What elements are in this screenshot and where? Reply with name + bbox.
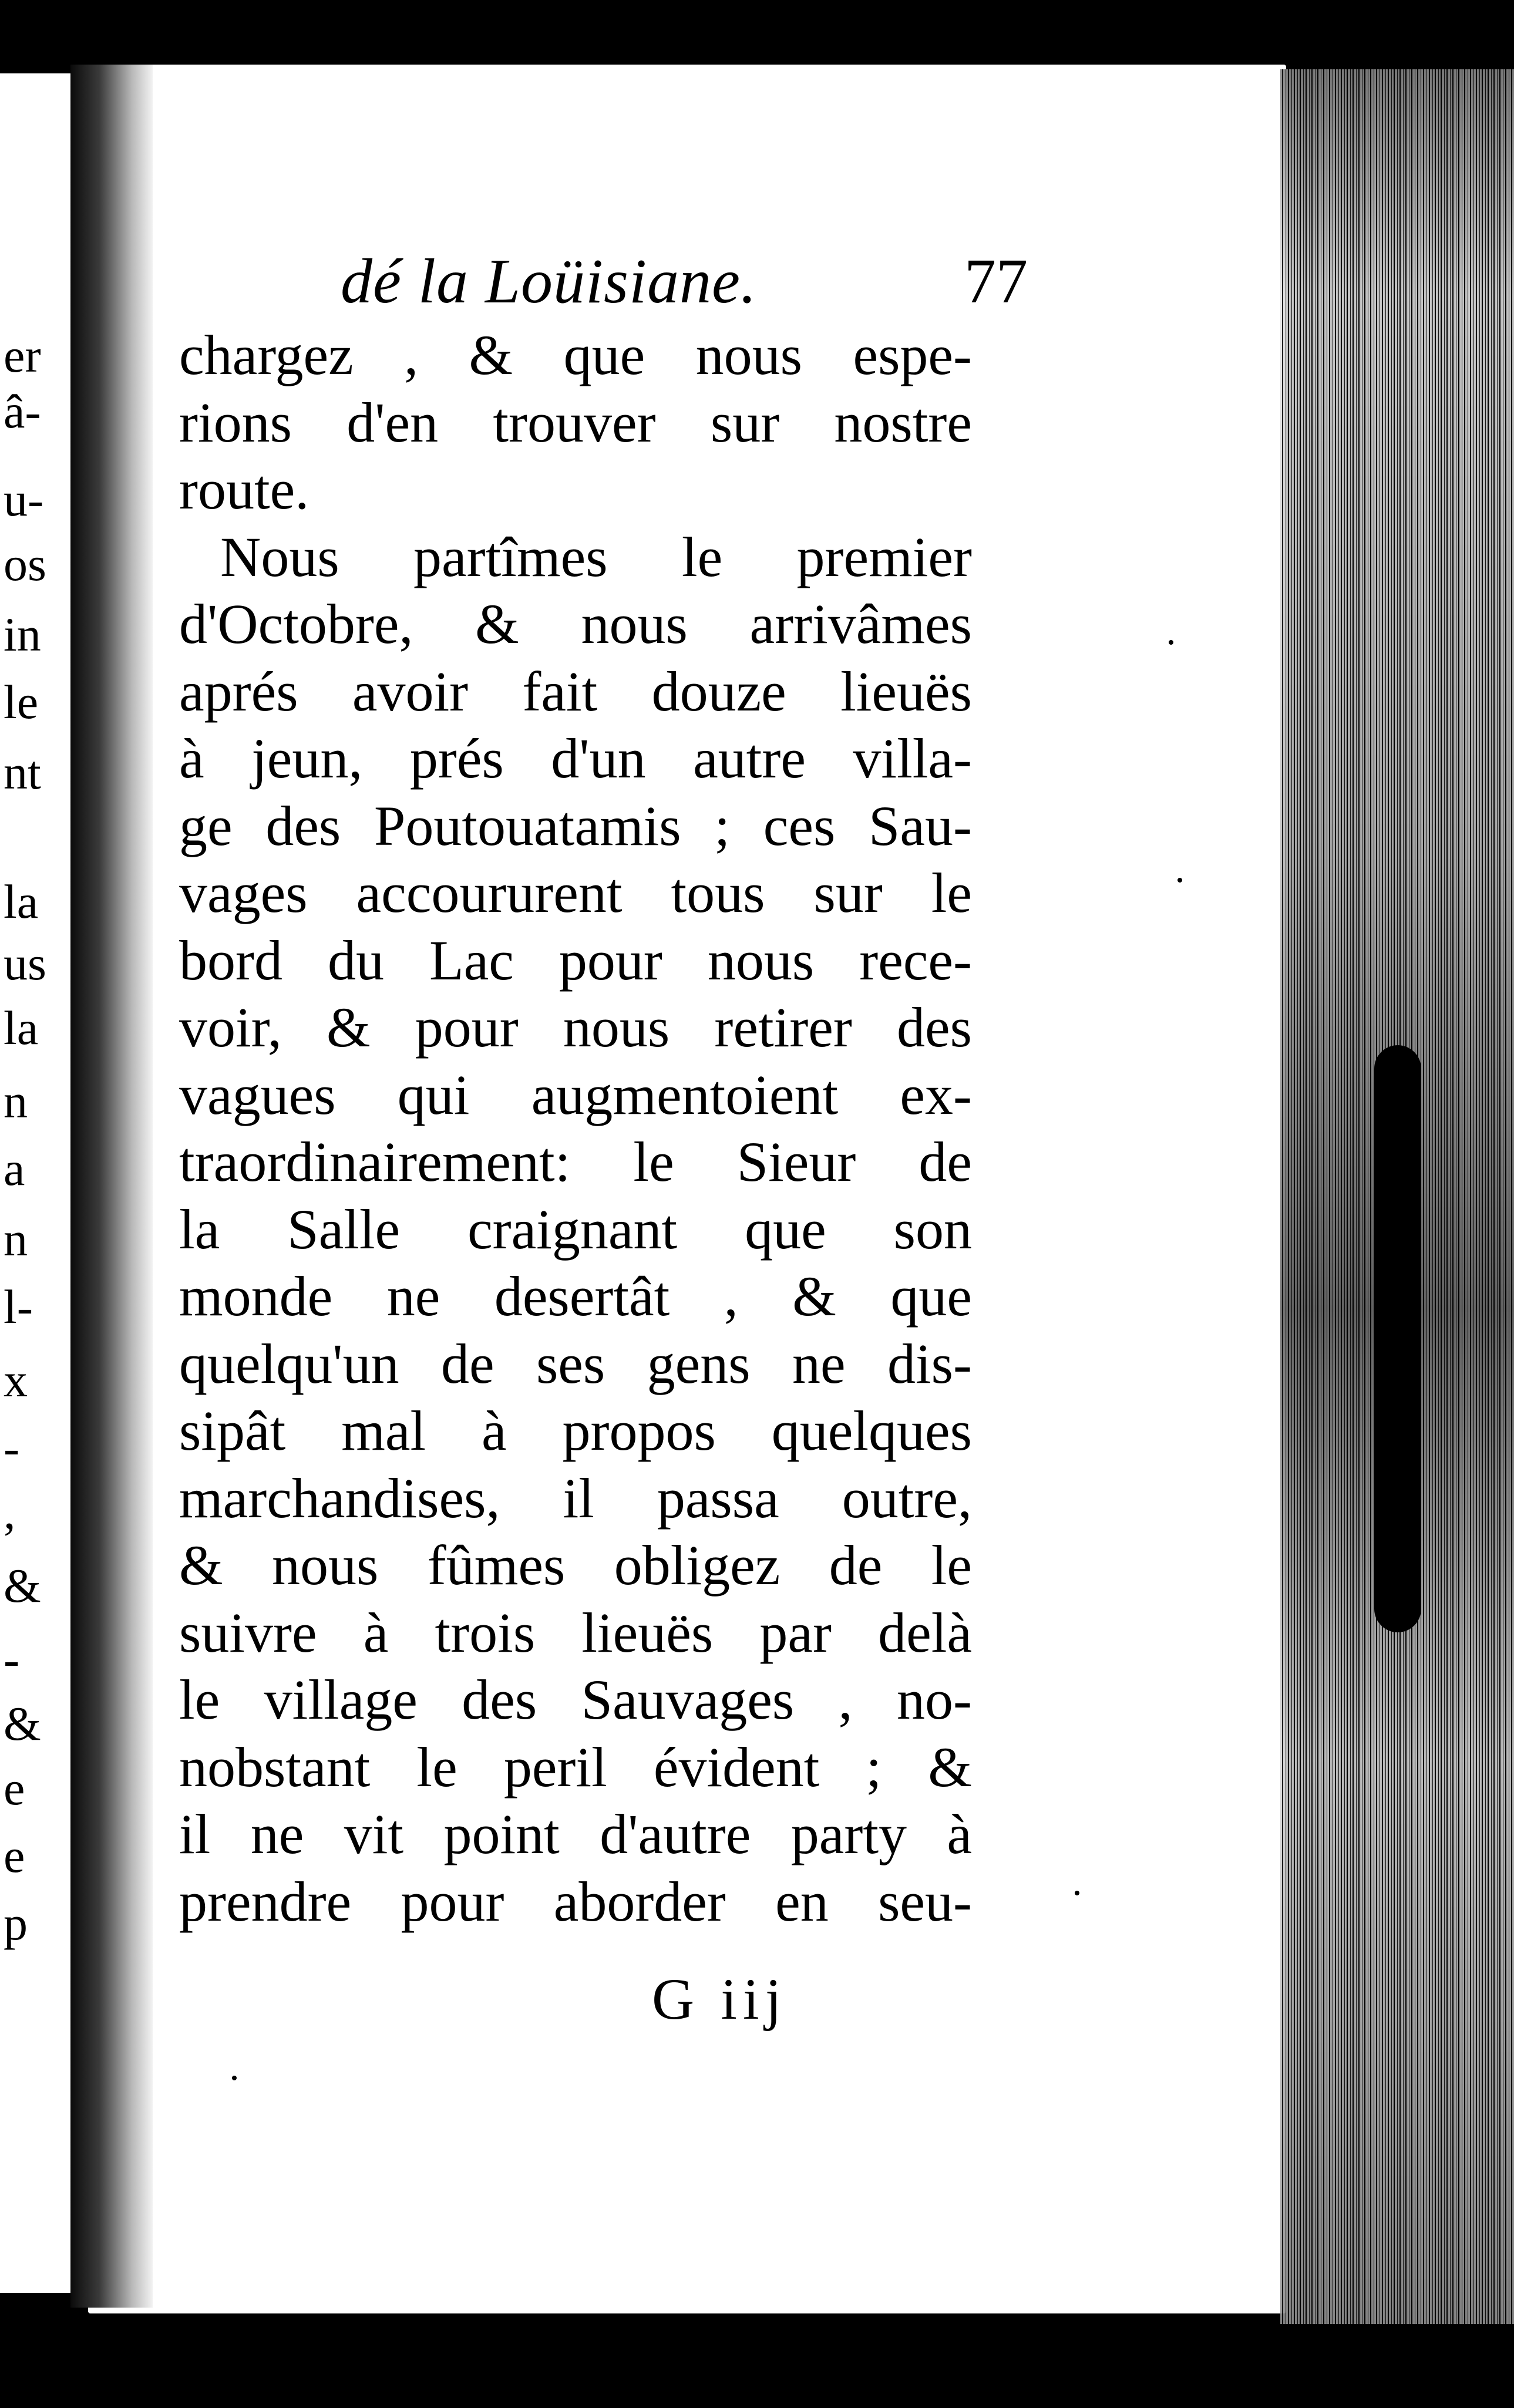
ink-speck — [1177, 878, 1182, 883]
text-line: suivre à trois lieuës par delà — [179, 1601, 972, 1664]
ink-speck — [1169, 640, 1173, 645]
facing-page-fragment: - — [4, 1421, 20, 1474]
text-line: prendre pour aborder en seu- — [179, 1870, 972, 1933]
facing-page-fragment: n — [4, 1213, 28, 1266]
facing-page-fragment: le — [4, 675, 39, 729]
text-line: voir, & pour nous retirer des — [179, 996, 972, 1059]
text-line: rions d'en trouver sur nostre — [179, 390, 972, 454]
text-line: quelqu'un de ses gens ne dis- — [179, 1332, 972, 1395]
facing-page-fragment: - — [4, 1632, 20, 1686]
text-line: la Salle craignant que son — [179, 1197, 972, 1261]
facing-page-fragment: u- — [4, 473, 44, 526]
page-number: 77 — [964, 247, 1028, 316]
facing-page-fragment: & — [4, 1697, 41, 1750]
text-line: vagues qui augmentoient ex- — [179, 1063, 972, 1126]
facing-page-fragment: p — [4, 1897, 28, 1950]
page-edge-dark-streak — [1374, 1045, 1421, 1632]
body-text — [179, 322, 972, 1989]
page-gutter-shadow — [70, 65, 153, 2308]
facing-page-fragment: er — [4, 329, 41, 382]
ink-speck — [1075, 1891, 1079, 1895]
facing-page-fragment: & — [4, 1559, 41, 1612]
text-line: à jeun, prés d'un autre villa- — [179, 727, 972, 790]
facing-page-fragment: in — [4, 608, 41, 661]
text-line: nobstant le peril évident ; & — [179, 1735, 972, 1799]
facing-page-fragment: la — [4, 875, 39, 928]
facing-page-fragment: , — [4, 1486, 16, 1539]
text-line: traordinairement: le Sieur de — [179, 1130, 972, 1193]
page-header — [317, 241, 1028, 323]
facing-page-fragment: n — [4, 1075, 28, 1128]
text-line: sipât mal à propos quelques — [179, 1399, 972, 1462]
text-line: d'Octobre, & nous arrivâmes — [179, 592, 972, 655]
signature-mark: G iij — [652, 1966, 788, 2032]
text-line: Nous partîmes le premier — [220, 525, 972, 588]
text-line: il ne vit point d'autre party à — [179, 1803, 972, 1865]
facing-page-fragment: x — [4, 1353, 28, 1407]
text-line: vages accoururent tous sur le — [179, 861, 972, 924]
facing-page-edge — [0, 73, 70, 2293]
text-line: marchandises, il passa outre, — [179, 1466, 972, 1530]
facing-page-fragment: e — [4, 1829, 25, 1882]
facing-page-fragment: os — [4, 537, 46, 591]
facing-page-fragment: nt — [4, 746, 41, 799]
text-line: bord du Lac pour nous rece- — [179, 928, 972, 992]
text-line: route. — [179, 458, 309, 521]
running-title: dé la Loüisiane. — [341, 247, 757, 316]
facing-page-fragment: us — [4, 937, 46, 990]
facing-page-fragment: la — [4, 1001, 39, 1055]
facing-page-fragment: â- — [4, 385, 41, 438]
facing-page-fragment: a — [4, 1142, 25, 1195]
text-line: chargez , & que nous espe- — [179, 324, 972, 386]
text-line: & nous fûmes obligez de le — [179, 1534, 972, 1597]
facing-page-fragment: e — [4, 1762, 25, 1815]
text-line: le village des Sauvages , no- — [179, 1668, 972, 1731]
text-line: aprés avoir fait douze lieuës — [179, 659, 972, 723]
text-line: monde ne desertât , & que — [179, 1265, 972, 1328]
text-line: ge des Poutouatamis ; ces Sau- — [179, 794, 972, 857]
ink-speck — [232, 2076, 237, 2080]
facing-page-fragment: l- — [4, 1280, 33, 1333]
